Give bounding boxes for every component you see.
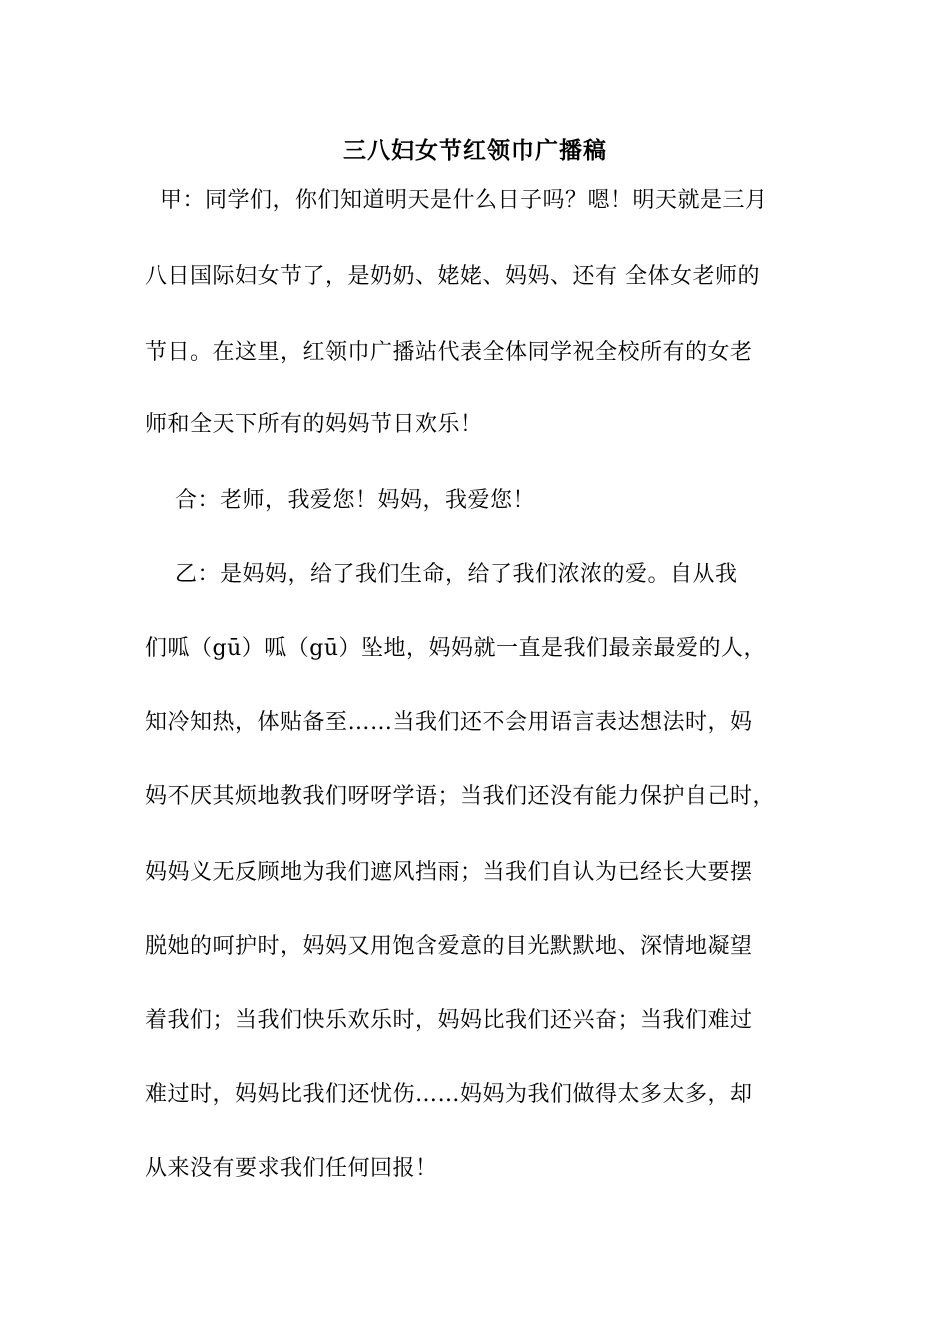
paragraph-line-3: 节日。在这里，红领巾广播站代表全体同学祝全校所有的女老 xyxy=(145,340,753,365)
paragraph-line-8: 知冷知热，体贴备至……当我们还不会用语言表达想法时，妈 xyxy=(145,710,753,735)
document-title: 三八妇女节红领巾广播稿 xyxy=(343,137,607,164)
paragraph-line-12: 着我们；当我们快乐欢乐时，妈妈比我们还兴奋；当我们难过 xyxy=(145,1008,753,1033)
paragraph-line-14: 从来没有要求我们任何回报！ xyxy=(145,1156,438,1181)
paragraph-line-10: 妈妈义无反顾地为我们遮风挡雨；当我们自认为已经长大要摆 xyxy=(145,860,753,885)
paragraph-line-1: 甲：同学们，你们知道明天是什么日子吗？嗯！明天就是三月 xyxy=(145,188,768,213)
paragraph-line-13: 难过时，妈妈比我们还忧伤……妈妈为我们做得太多太多，却 xyxy=(145,1082,753,1107)
paragraph-line-4: 师和全天下所有的妈妈节日欢乐！ xyxy=(145,412,483,437)
paragraph-line-9: 妈不厌其烦地教我们呀呀学语；当我们还没有能力保护自己时， xyxy=(145,784,776,809)
paragraph-line-2: 八日国际妇女节了，是奶奶、姥姥、妈妈、还有 全体女老师的 xyxy=(145,264,760,289)
paragraph-line-7: 们呱（gū）呱（gū）坠地，妈妈就一直是我们最亲最爱的人， xyxy=(145,636,767,661)
paragraph-line-6: 乙：是妈妈，给了我们生命，给了我们浓浓的爱。自从我 xyxy=(145,562,738,587)
paragraph-line-5: 合：老师，我爱您！妈妈，我爱您！ xyxy=(145,488,535,513)
paragraph-line-11: 脱她的呵护时，妈妈又用饱含爱意的目光默默地、深情地凝望 xyxy=(145,934,753,959)
